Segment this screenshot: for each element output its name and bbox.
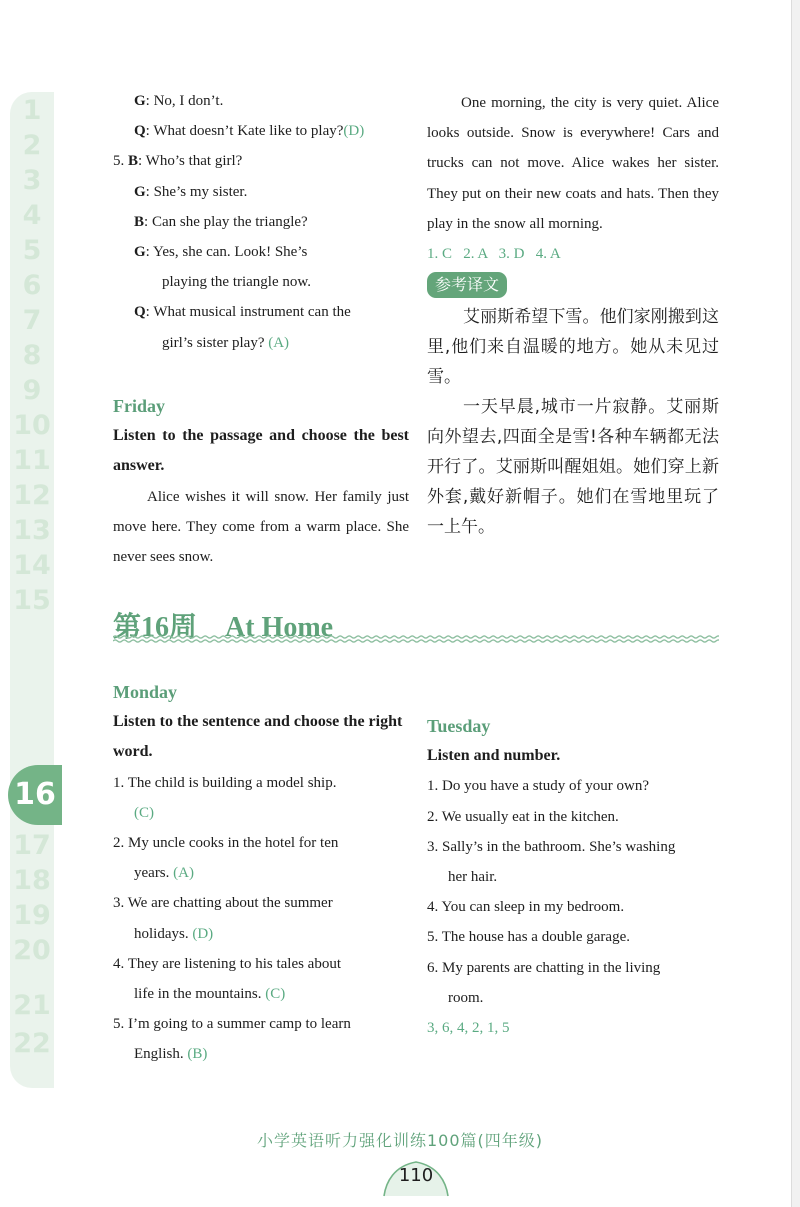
tuesday-heading: Tuesday <box>427 716 491 736</box>
dialogue-line: B: Can she play the triangle? <box>134 213 308 230</box>
tuesday-section <box>427 711 723 1043</box>
dialogue-line: G: She’s my sister. <box>134 183 248 200</box>
side-tab-9: 9 <box>22 375 42 406</box>
dialogue-line: G: Yes, she can. Look! She’s <box>134 244 308 261</box>
answer-label: (D) <box>343 123 365 140</box>
side-tab-6: 6 <box>22 270 42 301</box>
dialogue-line: G: No, I don’t. <box>134 93 224 109</box>
side-tab-2: 2 <box>22 130 42 161</box>
list-item-cont: holidays. (D) <box>134 925 214 942</box>
left-column-top <box>113 86 409 358</box>
side-tab-4: 4 <box>22 200 42 231</box>
side-tab-19: 19 <box>13 900 51 931</box>
list-item: 6. My parents are chatting in the living <box>427 959 661 976</box>
answer-label: (B) <box>187 1046 208 1063</box>
side-tab-7: 7 <box>22 305 42 336</box>
answer-label: (A) <box>268 334 290 351</box>
side-tab-5: 5 <box>22 235 42 266</box>
side-tab-17: 17 <box>13 830 51 861</box>
friday-instruction: Listen to the passage and choose the best answer. <box>113 427 409 475</box>
list-item: 3. Sally’s in the bathroom. She’s washing <box>427 838 676 855</box>
friday-passage-part1: Alice wishes it will snow. Her family just move here. They come from a warm place. She never sees snow. <box>113 488 409 566</box>
list-item-cont: room. <box>448 989 484 1006</box>
answer-label: (C) <box>265 986 286 1003</box>
side-tab-21: 21 <box>13 990 51 1021</box>
answer-label: (A) <box>173 865 194 882</box>
monday-instruction: Listen to the sentence and choose the right word. <box>113 713 403 761</box>
week-label: 第16周 <box>113 612 198 643</box>
side-tab-22: 22 <box>13 1028 51 1059</box>
list-item: 1. The child is building a model ship. <box>113 774 337 791</box>
page-number: 110 <box>398 1165 434 1186</box>
list-item: 3. We are chatting about the summer <box>113 895 333 912</box>
list-item: 2. We usually eat in the kitchen. <box>427 808 619 825</box>
dialogue-line: Q: What doesn’t Kate like to play?(D) <box>134 123 365 140</box>
answer-label: (C) <box>134 804 154 821</box>
list-item: 4. You can sleep in my bedroom. <box>427 899 625 916</box>
side-tab-15: 15 <box>13 585 51 616</box>
list-item-cont: English. (B) <box>134 1046 208 1063</box>
list-item: 1. Do you have a study of your own? <box>427 778 650 795</box>
side-tab-14: 14 <box>13 550 51 581</box>
side-tab-11: 11 <box>13 445 51 476</box>
list-item: 4. They are listening to his tales about <box>113 955 342 972</box>
dialogue-line-cont: girl’s sister play? (A) <box>162 334 290 351</box>
answer-label: (D) <box>192 925 214 942</box>
side-tab-20: 20 <box>13 935 51 966</box>
side-tab-8: 8 <box>22 340 42 371</box>
footer-book-title: 小学英语听力强化训练100篇(四年级) <box>256 1131 544 1150</box>
side-tab-13: 13 <box>13 515 51 546</box>
side-tab-16[interactable]: 16 <box>8 765 62 825</box>
list-item: 5. I’m going to a summer camp to learn <box>113 1016 351 1033</box>
list-item-answer <box>113 798 409 828</box>
translation-part2: 一天早晨,城市一片寂静。艾丽斯向外望去,四面全是雪!各种车辆都无法开行了。艾丽斯叫醒姐姐。她们穿上新外套,戴好新帽子。她们在雪地里玩了一上午。 <box>427 397 719 538</box>
tuesday-answer: 3, 6, 4, 2, 1, 5 <box>427 1020 510 1037</box>
list-item-cont: years. (A) <box>134 865 194 882</box>
side-tab-3: 3 <box>22 165 42 196</box>
list-item-cont: her hair. <box>448 869 498 886</box>
side-tab-10: 10 <box>13 410 51 441</box>
side-tab-12: 12 <box>13 480 51 511</box>
list-item: 5. The house has a double garage. <box>427 929 630 946</box>
page-edge <box>791 0 800 1207</box>
wavy-divider <box>113 632 719 646</box>
friday-answers: 1. C 2. A 3. D 4. A <box>427 246 561 263</box>
tuesday-instruction: Listen and number. <box>427 747 561 765</box>
friday-passage-part2: One morning, the city is very quiet. Alice looks outside. Snow is everywhere! Cars and trucks can not move. Alice wakes her sister. They put on their new coats and hats. Then they play in the snow all morning. <box>427 95 719 232</box>
friday-heading: Friday <box>113 396 165 416</box>
list-item-cont: life in the mountains. (C) <box>134 986 286 1003</box>
week-title: At Home <box>225 612 334 643</box>
dialogue-line: Q: What musical instrument can the <box>134 304 351 321</box>
list-item: 2. My uncle cooks in the hotel for ten <box>113 835 339 852</box>
side-tab-1: 1 <box>22 95 42 126</box>
monday-section <box>113 677 409 1070</box>
right-column-top <box>427 88 719 542</box>
friday-section <box>113 391 409 572</box>
translation-badge: 参考译文 <box>427 272 507 298</box>
side-tab-18: 18 <box>13 865 51 896</box>
dialogue-line-cont: playing the triangle now. <box>162 274 311 291</box>
dialogue-line: 5. B: Who’s that girl? <box>113 153 243 170</box>
monday-heading: Monday <box>113 682 178 702</box>
translation-part1: 艾丽斯希望下雪。他们家刚搬到这里,他们来自温暖的地方。她从未见过雪。 <box>427 307 719 388</box>
